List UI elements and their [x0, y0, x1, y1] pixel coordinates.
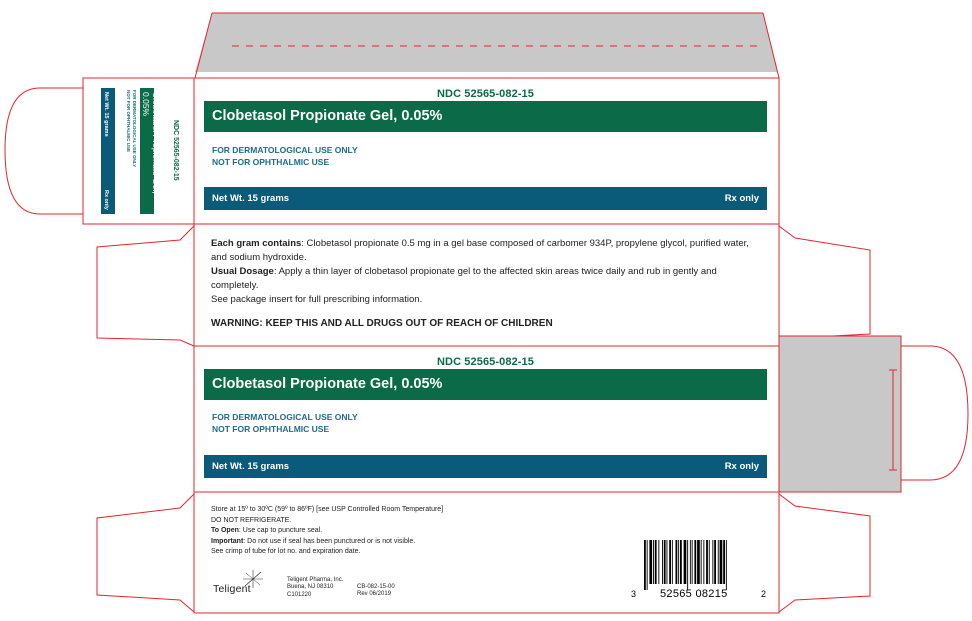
usual-dosage-text: : Apply a thin layer of clobetasol propionate gel to the affected skin areas twice daily and rub in gently and completely. — [211, 266, 717, 291]
side-use-2: NOT FOR OPHTHALMIC USE — [126, 90, 131, 152]
barcode-bar — [703, 540, 704, 584]
important-text: : Do not use if seal has been punctured or is not visible. — [243, 537, 416, 545]
storage-block — [211, 505, 443, 558]
barcode-bar — [672, 540, 673, 584]
logo-star-icon — [243, 570, 263, 588]
barcode-bar — [647, 540, 648, 590]
store-temp: Store at 15º to 30ºC (59º to 86ºF) [see USP Controlled Room Temperature] — [211, 506, 444, 513]
barcode-digits: 52565 08215 — [660, 588, 728, 600]
barcode-bar — [690, 540, 691, 584]
barcode-bar — [678, 540, 679, 584]
to-open — [211, 526, 443, 537]
use-line-1: FOR DERMATOLOGICAL USE ONLY — [212, 145, 358, 155]
to-open-label: To Open — [211, 527, 239, 534]
insert-text: See package insert for full prescribing information. — [211, 294, 423, 305]
barcode-last-digit: 2 — [761, 589, 767, 599]
each-gram — [211, 237, 761, 265]
barcode-bar — [714, 540, 716, 584]
ndc-bottom: NDC 52565-082-15 — [437, 356, 534, 368]
top-tuck-flap — [195, 13, 778, 72]
barcode-bar — [662, 540, 663, 584]
use-line-1: FOR DERMATOLOGICAL USE ONLY — [212, 412, 358, 422]
barcode-bar — [644, 540, 646, 590]
net-wt: Net Wt. 15 grams — [212, 193, 290, 204]
usual-dosage-label: Usual Dosage — [211, 266, 274, 277]
use-lines-bottom — [212, 412, 358, 435]
to-open-text: : Use cap to puncture seal. — [238, 527, 323, 534]
barcode-bar — [726, 540, 727, 590]
barcode-bar — [667, 540, 668, 584]
barcode-bar — [720, 540, 723, 584]
crimp: See crimp of tube for lot no. and expiration date. — [211, 548, 361, 555]
each-gram-label: Each gram contains — [211, 238, 302, 249]
barcode-bar — [684, 540, 687, 584]
left-bottom-flap — [97, 494, 194, 612]
cb-code: CB-082-15-00 — [357, 584, 395, 590]
left-side-green — [140, 88, 161, 214]
ndc-top: NDC 52565-082-15 — [437, 88, 534, 100]
rx-only: Rx only — [724, 193, 759, 204]
barcode-bar — [687, 540, 688, 590]
product-name-bar-top: Clobetasol Propionate Gel, 0.05% — [204, 101, 767, 132]
right-side-panel — [779, 336, 901, 492]
product-name-bar-bottom: Clobetasol Propionate Gel, 0.05% — [204, 369, 767, 400]
important-label: Important — [211, 537, 244, 545]
barcode-bar — [709, 540, 710, 584]
teligent-logo-text: Teligent — [213, 583, 251, 595]
barcode-bar — [701, 540, 702, 584]
use-line-2: NOT FOR OPHTHALMIC USE — [212, 156, 330, 167]
mfr-name: Teligent Pharma, Inc. — [287, 577, 344, 583]
warning: WARNING: KEEP THIS AND ALL DRUGS OUT OF REACH OF CHILDREN — [211, 318, 553, 329]
usual-dosage — [211, 265, 761, 293]
upc-barcode — [640, 540, 768, 590]
composition-block — [211, 237, 761, 331]
barcode-bar — [669, 540, 671, 584]
side-product-name: Clobetasol Propionate Gel, 0.05% — [141, 92, 161, 194]
barcode-bar — [676, 540, 678, 584]
right-tuck-curve — [901, 346, 968, 480]
barcode-bar — [680, 540, 682, 584]
use-line-2: NOT FOR OPHTHALMIC USE — [212, 423, 330, 434]
barcode-bar — [658, 540, 659, 584]
barcode-bar — [653, 540, 654, 584]
use-lines-top — [212, 145, 358, 168]
teligent-logo — [213, 579, 251, 597]
barcode-first-digit: 3 — [631, 589, 637, 599]
barcode-bar — [664, 540, 666, 584]
manufacturer-info — [287, 577, 343, 599]
side-use-1: FOR DERMATOLOGICAL USE ONLY — [132, 90, 137, 168]
right-bottom-flap — [779, 494, 870, 612]
important — [211, 537, 443, 548]
revision-info — [357, 584, 395, 599]
barcode-bar — [706, 540, 708, 584]
barcode-bar — [723, 540, 725, 584]
net-wt: Net Wt. 15 grams — [212, 461, 290, 472]
net-wt-bar-top — [204, 187, 767, 210]
left-side-use-lines — [125, 90, 137, 210]
left-tuck-curve — [5, 88, 83, 214]
left-side-ndc: NDC 52565-082-15 — [172, 120, 179, 181]
each-gram-text: : Clobetasol propionate 0.5 mg in a gel base composed of carbomer 934P, propylene glycol, purified water, and sodium hydroxide. — [211, 238, 749, 263]
no-refrigerate: DO NOT REFRIGERATE. — [211, 516, 292, 524]
side-net-wt: Net Wt. 15 grams — [103, 92, 109, 137]
barcode-bar — [694, 540, 696, 584]
barcode-bar — [655, 540, 657, 584]
barcode-bar — [697, 540, 700, 584]
barcode-bar — [718, 540, 719, 584]
rx-only: Rx only — [724, 461, 759, 472]
mfr-city: Buena, NJ 08310 — [287, 584, 334, 591]
net-wt-bar-bottom — [204, 455, 767, 478]
barcode-bar — [712, 540, 713, 584]
left-dust-flap — [97, 226, 194, 346]
right-dust-flap — [779, 226, 870, 346]
barcode-bar — [649, 540, 652, 584]
mfr-code: C101220 — [287, 591, 312, 598]
side-rx: Rx only — [103, 190, 109, 210]
left-side-panel — [101, 88, 115, 214]
rev-date: Rev 06/2019 — [357, 591, 392, 598]
barcode-bar — [692, 540, 693, 584]
